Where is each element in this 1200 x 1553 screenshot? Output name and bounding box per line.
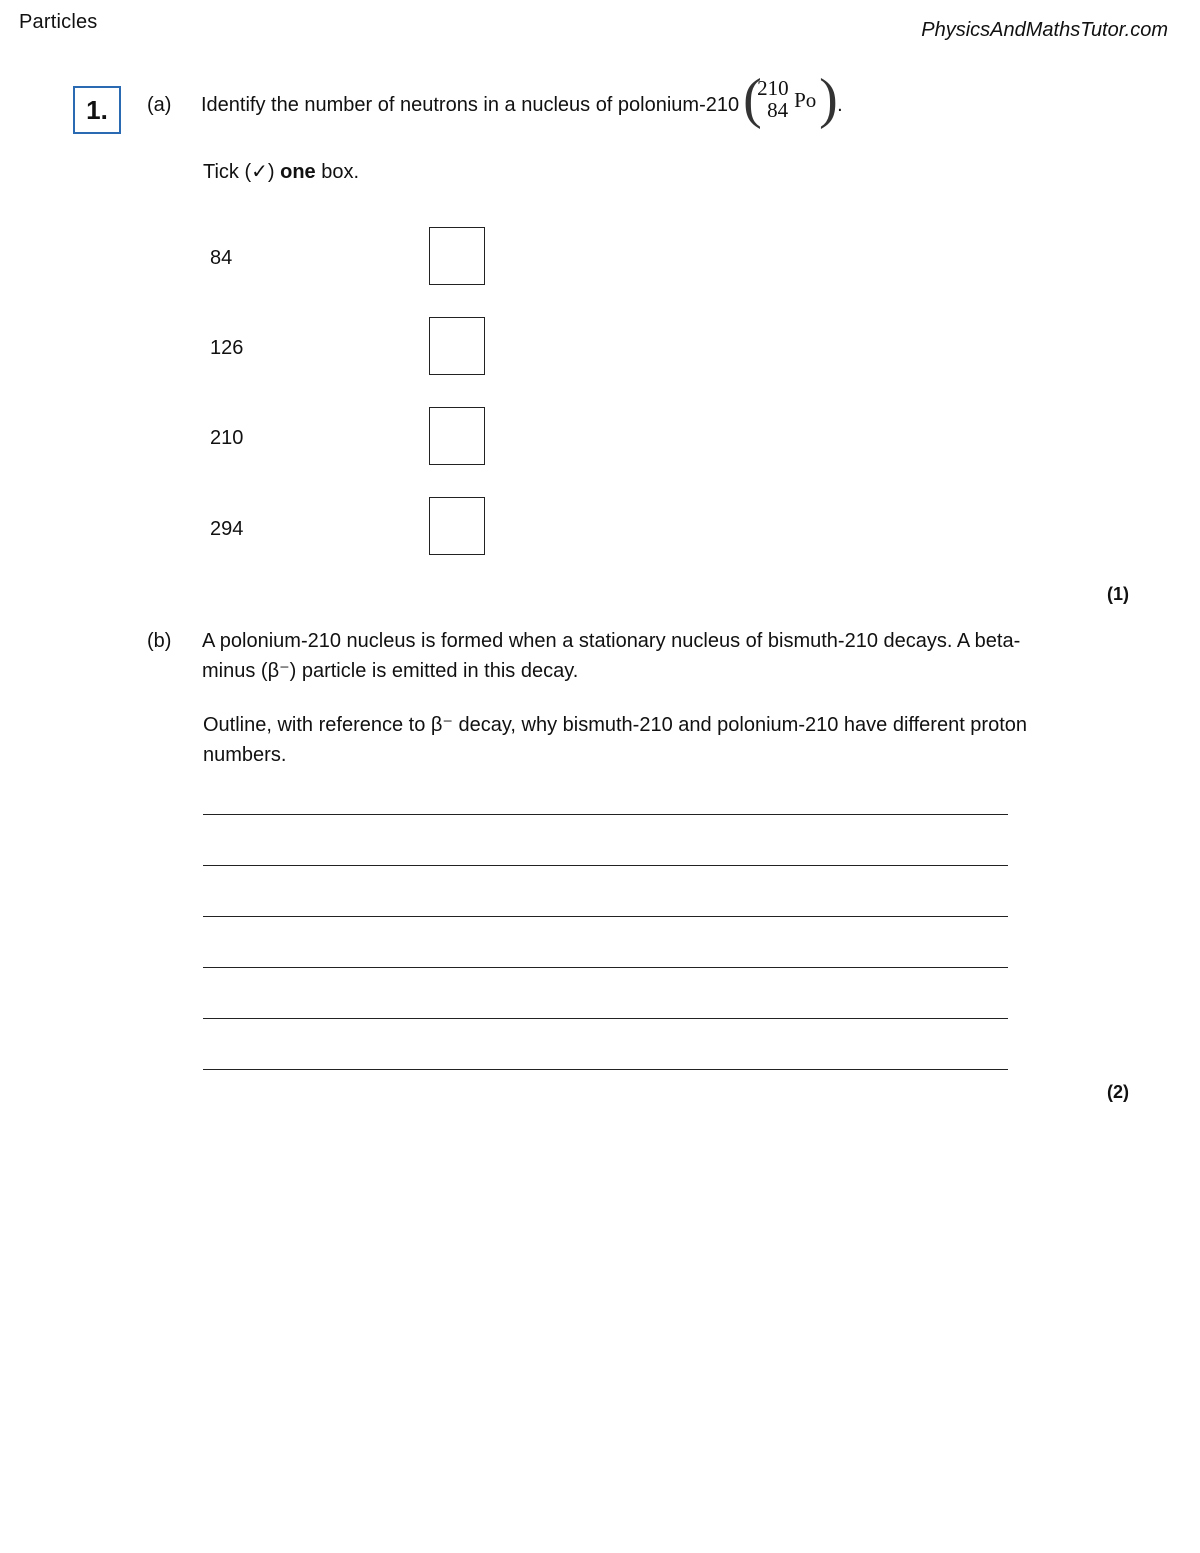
polonium-nuclide-notation (743, 68, 838, 133)
part-a-prompt-text: Identify the number of neutrons in a nucleus of polonium-210 (201, 94, 740, 116)
answer-line-4[interactable] (203, 967, 1008, 968)
option-tickbox-4[interactable] (429, 497, 485, 555)
part-a-label: (a) (147, 94, 172, 116)
option-label-3: 210 (210, 427, 244, 449)
option-tickbox-2[interactable] (429, 317, 485, 375)
part-b-label: (b) (147, 630, 172, 652)
nuclide-symbol: Po (794, 88, 817, 112)
option-label-2: 126 (210, 337, 244, 359)
answer-line-6[interactable] (203, 1069, 1008, 1070)
page-topic: Particles (19, 11, 98, 33)
answer-line-3[interactable] (203, 916, 1008, 917)
option-tickbox-1[interactable] (429, 227, 485, 285)
question-number: 1. (73, 86, 121, 134)
part-b-marks: (2) (1107, 1082, 1129, 1102)
source-watermark: PhysicsAndMathsTutor.com (921, 19, 1168, 41)
option-label-4: 294 (210, 518, 244, 540)
tick-instruction-emphasis: one (280, 161, 316, 183)
part-b-paragraph-1: A polonium-210 nucleus is formed when a stationary nucleus of bismuth-210 decays. A beta-minus (β⁻) particle is emitted in this decay. (202, 630, 1021, 682)
option-tickbox-3[interactable] (429, 407, 485, 465)
part-a-prompt (201, 68, 843, 133)
answer-line-2[interactable] (203, 865, 1008, 866)
nuclide-close-paren: ) (819, 68, 838, 130)
answer-line-5[interactable] (203, 1018, 1008, 1019)
nuclide-open-paren: ( (743, 68, 762, 130)
part-a-prompt-end: . (837, 94, 843, 116)
nuclide-mass-number: 210 (757, 76, 789, 100)
nuclide-atomic-number: 84 (767, 98, 789, 122)
answer-line-1[interactable] (203, 814, 1008, 815)
part-b-paragraph-2: Outline, with reference to β⁻ decay, why bismuth-210 and polonium-210 have different proton numbers. (203, 714, 1028, 766)
part-a-marks: (1) (1107, 584, 1129, 604)
tick-instruction-pre: Tick (✓) (203, 161, 281, 183)
tick-instruction-post: box. (315, 161, 360, 183)
option-label-1: 84 (210, 247, 233, 269)
tick-instruction (203, 157, 359, 187)
